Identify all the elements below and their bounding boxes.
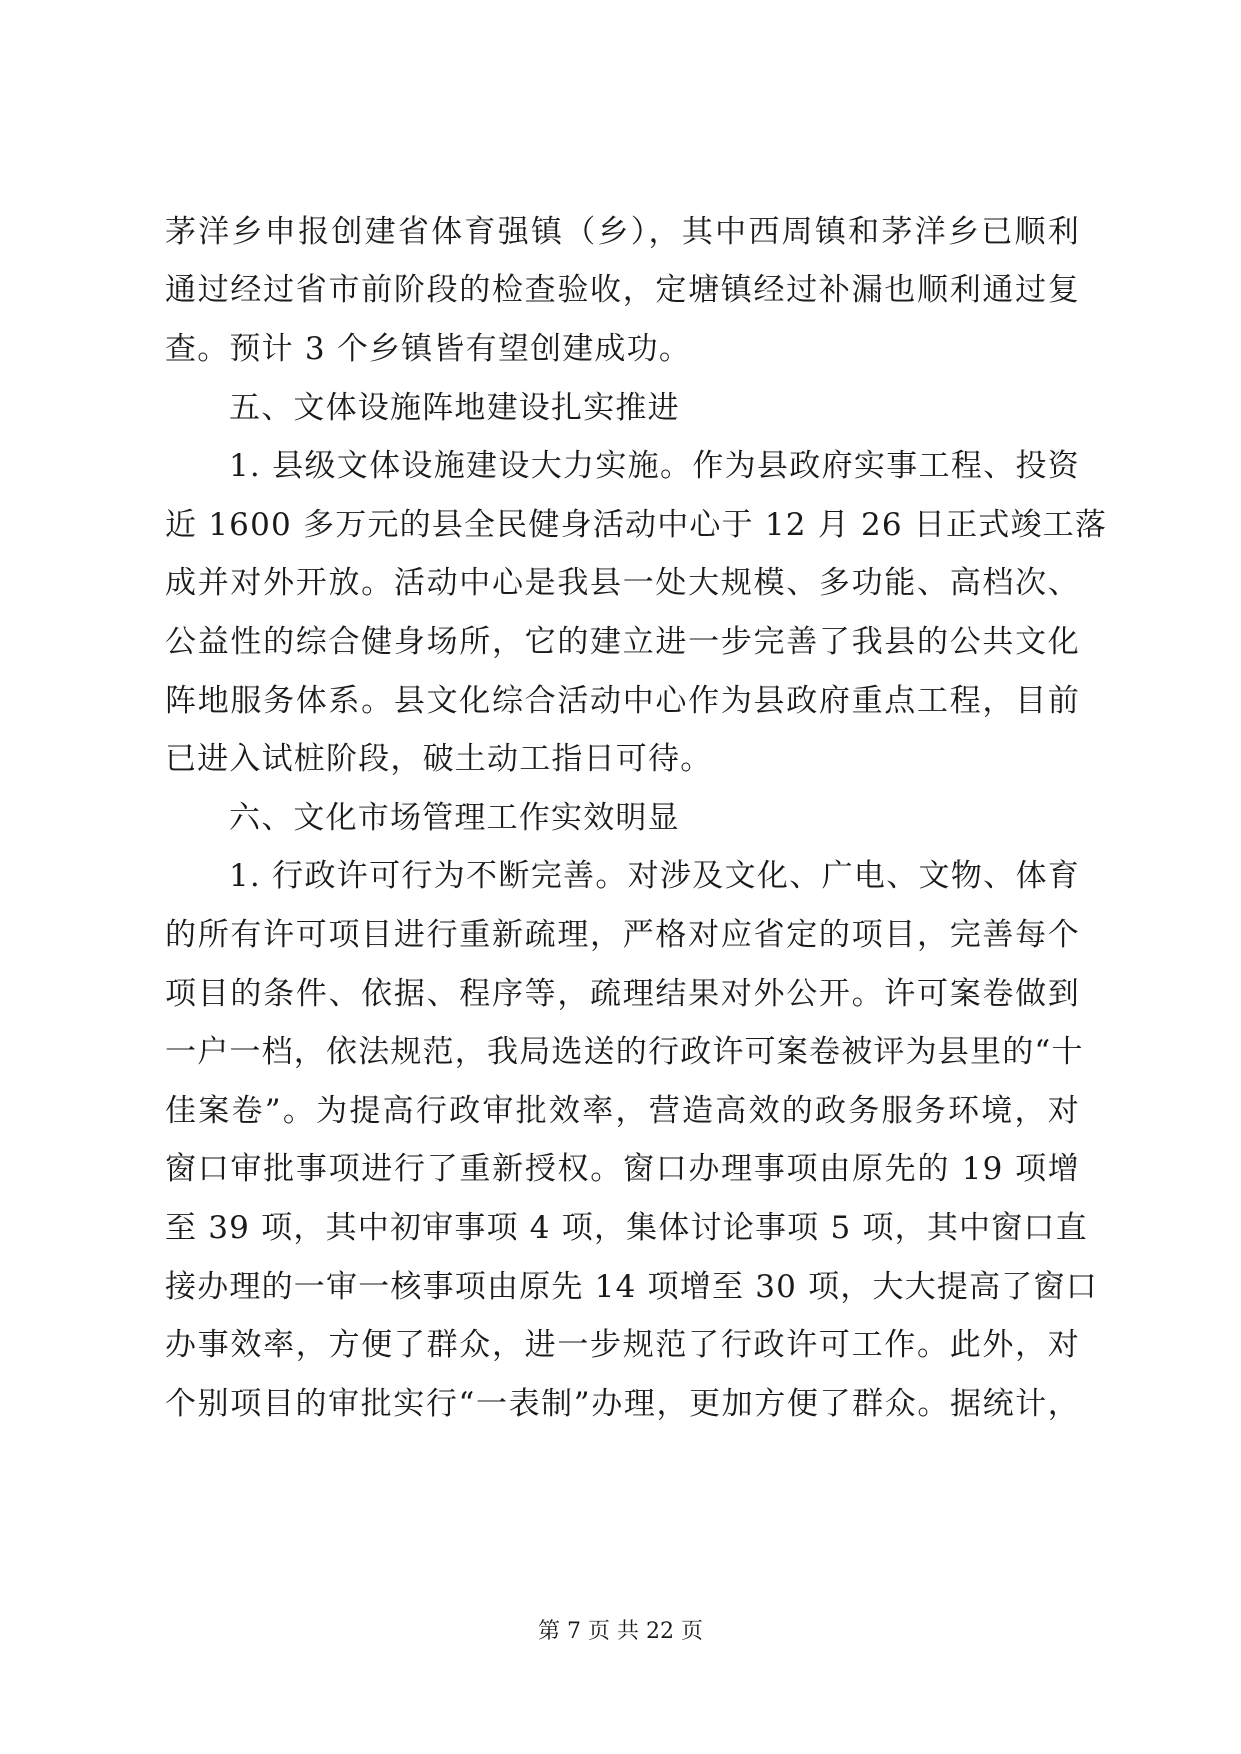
body-line: 窗口审批事项进行了重新授权。窗口办理事项由原先的 19 项增 <box>165 1151 1080 1187</box>
body-line: 茅洋乡申报创建省体育强镇（乡），其中西周镇和茅洋乡已顺利 <box>165 214 1080 250</box>
page-footer: 第 7 页 共 22 页 <box>538 1619 703 1644</box>
section-heading: 五、文体设施阵地建设扎实推进 <box>229 390 680 426</box>
body-line: 通过经过省市前阶段的检查验收，定塘镇经过补漏也顺利通过复 <box>165 272 1080 308</box>
body-line: 项目的条件、依据、程序等，疏理结果对外公开。许可案卷做到 <box>165 976 1080 1012</box>
body-line: 佳案卷”。为提高行政审批效率，营造高效的政务服务环境，对 <box>165 1093 1080 1129</box>
body-line: 个别项目的审批实行“一表制”办理，更加方便了群众。据统计， <box>165 1386 1080 1422</box>
body-line: 公益性的综合健身场所，它的建立进一步完善了我县的公共文化 <box>165 624 1080 660</box>
body-line: 办事效率，方便了群众，进一步规范了行政许可工作。此外，对 <box>165 1327 1080 1363</box>
body-line: 接办理的一审一核事项由原先 14 项增至 30 项，大大提高了窗口 <box>165 1269 1098 1305</box>
body-line: 已进入试桩阶段，破土动工指日可待。 <box>165 741 713 777</box>
body-line: 至 39 项，其中初审事项 4 项，集体讨论事项 5 项，其中窗口直 <box>165 1210 1088 1246</box>
body-line: 阵地服务体系。县文化综合活动中心作为县政府重点工程，目前 <box>165 683 1080 719</box>
body-line: 1. 行政许可行为不断完善。对涉及文化、广电、文物、体育 <box>229 858 1080 894</box>
section-heading: 六、文化市场管理工作实效明显 <box>229 800 680 836</box>
body-line: 成并对外开放。活动中心是我县一处大规模、多功能、高档次、 <box>165 565 1080 601</box>
body-line: 1. 县级文体设施建设大力实施。作为县政府实事工程、投资 <box>229 448 1080 484</box>
body-line: 查。预计 3 个乡镇皆有望创建成功。 <box>165 331 692 367</box>
body-line: 的所有许可项目进行重新疏理，严格对应省定的项目，完善每个 <box>165 917 1080 953</box>
body-line: 近 1600 多万元的县全民健身活动中心于 12 月 26 日正式竣工落 <box>165 507 1108 543</box>
body-line: 一户一档，依法规范，我局选送的行政许可案卷被评为县里的“十 <box>165 1034 1084 1070</box>
